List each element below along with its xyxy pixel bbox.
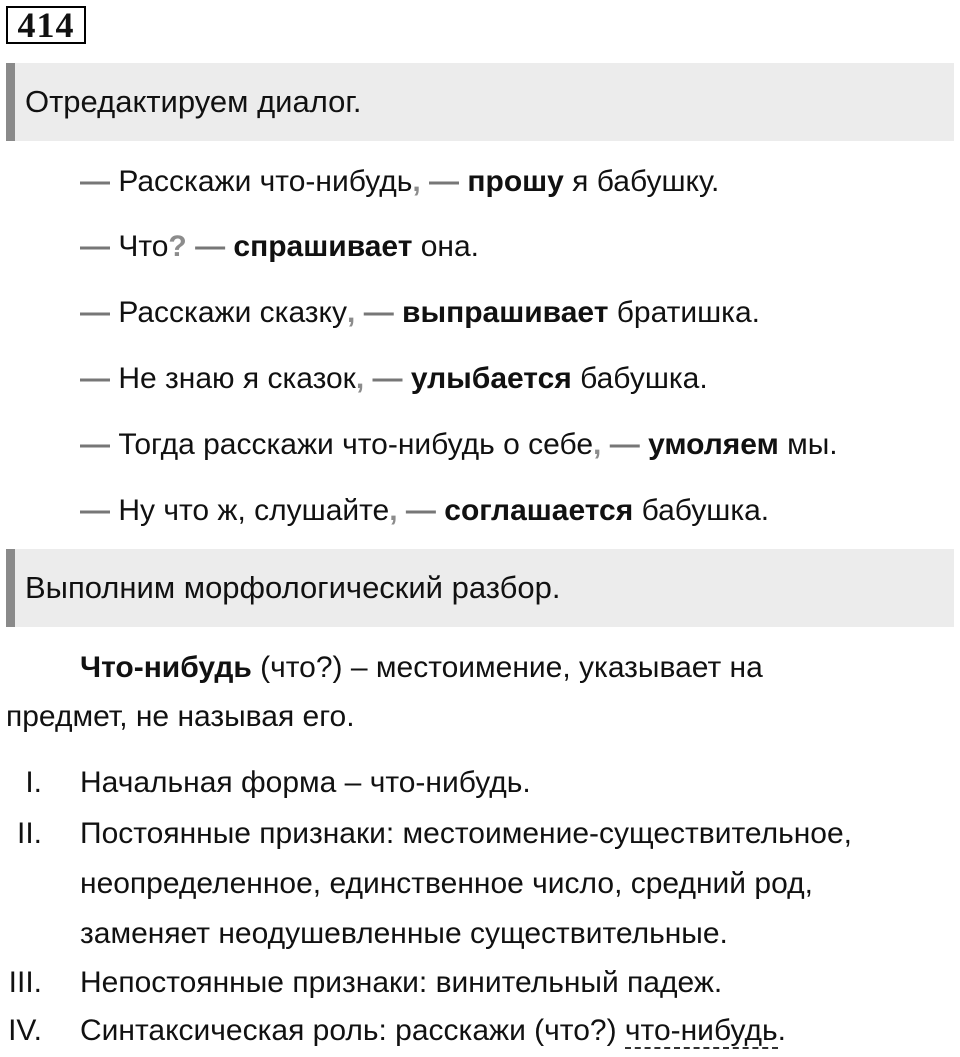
speech-verb: соглашается [435, 494, 634, 527]
punctuation: , [355, 362, 365, 395]
speech-verb: улыбается [402, 362, 572, 395]
list-item-line: заменяет неодушевленные существительные. [80, 917, 728, 950]
line-text: Не знаю я сказок [110, 362, 356, 395]
section-heading-morphology [6, 549, 954, 627]
dash: — [364, 362, 403, 395]
list-item [80, 758, 531, 808]
list-number: I. [25, 766, 42, 799]
list-number: IV. [8, 1014, 42, 1047]
list-item-line: неопределенное, единственное число, средний род, [80, 867, 813, 900]
dialog-line [80, 227, 479, 267]
list-item [80, 958, 722, 1008]
line-rest: бабушка. [571, 362, 708, 395]
line-rest: братишка. [608, 296, 760, 329]
line-rest: бабушка. [633, 494, 770, 527]
line-text: Тогда расскажи что-нибудь о себе [110, 428, 594, 461]
line-text: Что [110, 230, 169, 263]
dash: — [80, 296, 110, 329]
list-item-line: Постоянные признаки: местоимение-существительное, [80, 817, 852, 850]
list-item-text: Синтаксическая роль: расскажи (что?) [80, 1014, 625, 1047]
dash: — [355, 296, 394, 329]
dash: — [80, 230, 110, 263]
speech-verb: спрашивает [225, 230, 413, 263]
list-number: III. [8, 966, 42, 999]
speech-verb: выпрашивает [393, 296, 609, 329]
object-word: что-нибудь [624, 1014, 778, 1047]
speech-verb: умоляем [639, 428, 779, 461]
punctuation: , [412, 165, 421, 198]
punctuation: ? [168, 230, 187, 263]
section-heading-text: Выполним морфологический разбор. [25, 570, 561, 605]
dialog-line [80, 491, 769, 531]
dialog-line [80, 293, 760, 333]
exercise-number: 414 [6, 6, 86, 44]
list-item [80, 809, 852, 959]
line-rest: она. [412, 230, 480, 263]
punctuation: , [389, 494, 398, 527]
dash: — [397, 494, 436, 527]
list-item-line: Непостоянные признаки: винительный падеж. [80, 966, 723, 999]
dash: — [80, 362, 110, 395]
punctuation: , [593, 428, 602, 461]
speech-verb: прошу [459, 165, 564, 198]
intro-line-1 [80, 648, 763, 688]
list-item-text: . [777, 1014, 786, 1047]
line-text: Расскажи сказку [110, 296, 348, 329]
dash: — [80, 165, 110, 198]
section-heading-text: Отредактируем диалог. [25, 84, 362, 119]
dialog-line [80, 425, 838, 465]
line-text: Ну что ж, слушайте [110, 494, 390, 527]
list-number: II. [16, 817, 42, 850]
intro-text: (что?) – местоимение, указывает на [251, 651, 763, 684]
list-item-line: Начальная форма – что-нибудь. [80, 766, 531, 799]
section-heading-dialog [6, 63, 954, 141]
dash: — [80, 494, 110, 527]
dialog-line [80, 359, 708, 399]
line-rest: мы. [778, 428, 838, 461]
dash: — [186, 230, 226, 263]
dash: — [420, 165, 460, 198]
dash: — [80, 428, 110, 461]
list-item [80, 1006, 786, 1056]
dialog-line [80, 162, 719, 202]
line-rest: я бабушку. [563, 165, 720, 198]
intro-line-2: предмет, не называя его. [6, 700, 355, 733]
dash: — [601, 428, 640, 461]
analyzed-word: Что-нибудь [80, 651, 252, 684]
punctuation: , [347, 296, 356, 329]
line-text: Расскажи что-нибудь [110, 165, 413, 198]
